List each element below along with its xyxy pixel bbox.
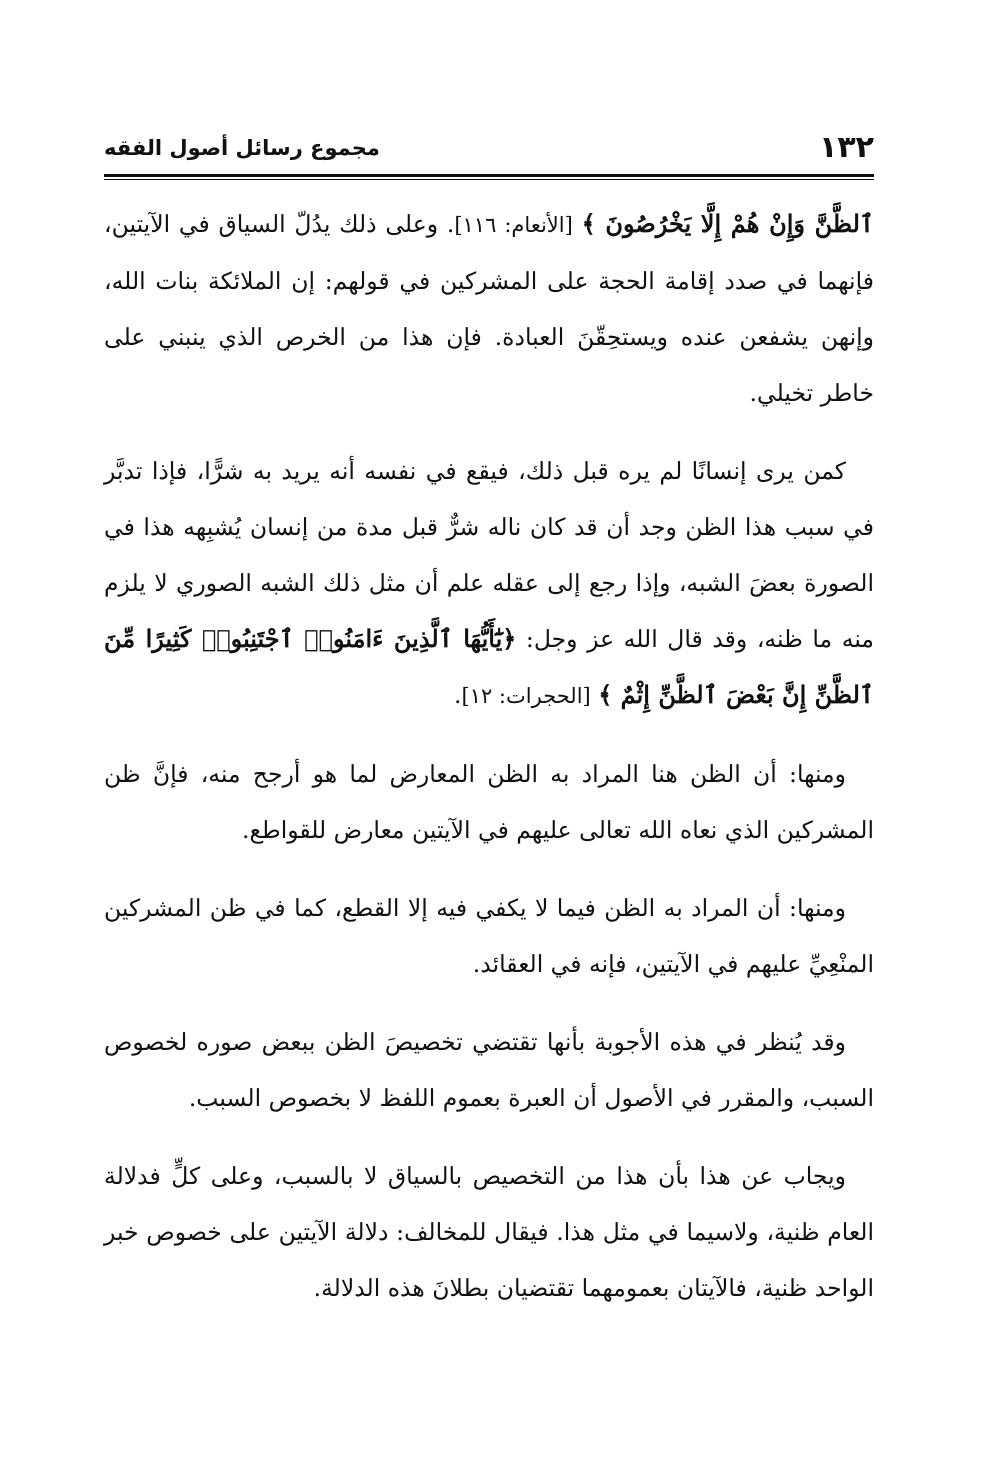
verse-reference: [الحجرات: ١٢] [461,684,591,708]
paragraph-text: ومنها: أن المراد به الظن فيما لا يكفي فيه إلا القطع، كما في ظن المشركين المنْعِيِّ عليهم في الآيتين، فإنه في العقائد. [104,894,874,978]
paragraph-3 [104,746,874,858]
paragraph-4 [104,880,874,992]
paragraph-text: ويجاب عن هذا بأن هذا من التخصيص بالسياق لا بالسبب، وعلى كلٍّ فدلالة العام ظنية، ولاسيما في مثل هذا. فيقال للمخالف: دلالة الآيتين على خصوص خبر الواحد ظنية، فالآيتان بعمومهما تقتضيان بطلانَ هذه الدلالة. [104,1162,874,1302]
page-header [104,128,874,172]
paragraph-6 [104,1148,874,1316]
paragraph-2 [104,443,874,724]
quran-verse: ﴿يَٰٓأَيُّهَا ٱلَّذِينَ ءَامَنُوا۟ ٱجْتَنِبُوا۟ كَثِيرًا مِّنَ ٱلظَّنِّ إِنَّ بَعْضَ ٱلظَّنِّ إِثْمٌ ﴾ [104,624,874,709]
paragraph-text: ومنها: أن الظن هنا المراد به الظن المعارض لما هو أرجح منه، فإنَّ ظن المشركين الذي نعاه الله تعالى عليهم في الآيتين معارض للقواطع. [104,760,874,844]
page-number: ١٣٢ [819,130,874,165]
paragraph-end: . [454,681,462,709]
paragraph-5 [104,1014,874,1126]
paragraph-text: . وعلى ذلك يدُلّ السياق في الآيتين، فإنهما في صدد إقامة الحجة على المشركين في قولهم: إن الملائكة بنات الله، وإنهن يشفعن عنده ويستحِقّنَ العبادة. فإن هذا من الخرص الذي ينبني على خاطر تخيلي. [104,210,874,407]
paragraph-1 [104,196,874,421]
header-rule-thick [104,174,874,177]
body-text [104,196,874,1338]
paragraph-text: كمن يرى إنسانًا لم يره قبل ذلك، فيقع في نفسه أنه يريد به شرًّا، فإذا تدبَّر في سبب هذا الظن وجد أن قد كان ناله شرٌّ قبل مدة من إنسان يُشبِهه هذا في الصورة بعضَ الشبه، وإذا رجع إلى عقله علم أن مثل ذلك الشبه الصوري لا يلزم منه ما ظنه، وقد قال الله عز وجل: [104,457,874,653]
header-rule-thin [104,179,874,180]
running-title: مجموع رسائل أصول الفقه [104,136,380,160]
paragraph-text: وقد يُنظر في هذه الأجوبة بأنها تقتضي تخصيصَ الظن ببعض صوره لخصوص السبب، والمقرر في الأصول أن العبرة بعموم اللفظ لا بخصوص السبب. [104,1028,874,1112]
quran-verse: ٱلظَّنَّ وَإِنْ هُمْ إِلَّا يَخْرُصُونَ ﴾ [581,209,874,238]
verse-reference: [الأنعام: ١١٦] [454,213,573,237]
